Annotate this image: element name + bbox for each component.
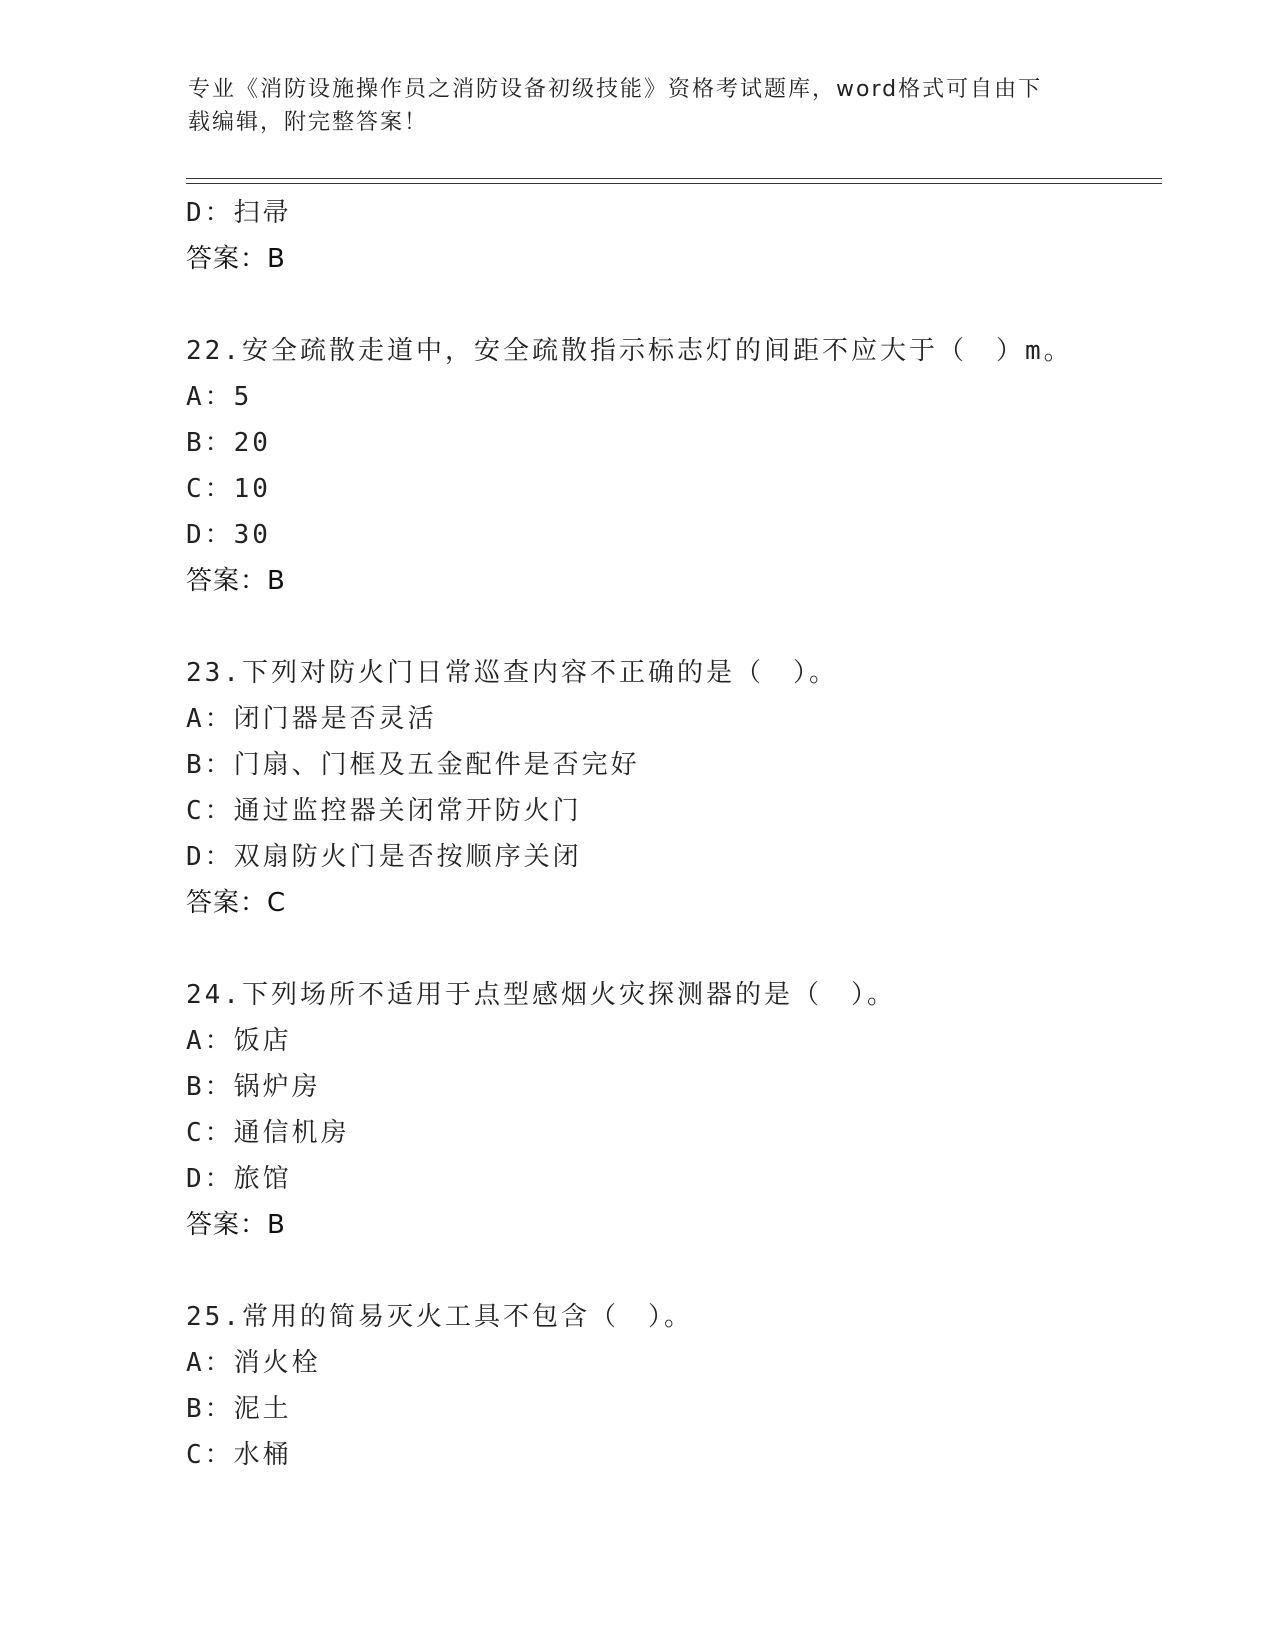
question-stem: 24.下列场所不适用于点型感烟火灾探测器的是（ ）。 [186, 980, 896, 1010]
option-d: D：双扇防火门是否按顺序关闭 [186, 842, 582, 872]
option-b: B：20 [186, 428, 271, 458]
spacer [186, 604, 1146, 650]
header-divider-bottom [186, 183, 1162, 184]
spacer [186, 282, 1146, 328]
option-d: D：旅馆 [186, 1164, 292, 1194]
option-a: A：闭门器是否灵活 [186, 704, 437, 734]
option-d: D：30 [186, 520, 271, 550]
question-list [186, 190, 1146, 1478]
question-24 [186, 972, 1146, 1248]
answer: 答案：B [186, 1210, 286, 1240]
option-c: C：水桶 [186, 1440, 292, 1470]
option-b: B：门扇、门框及五金配件是否完好 [186, 750, 640, 780]
spacer [186, 926, 1146, 972]
question-stem: 25.常用的简易灭火工具不包含（ ）。 [186, 1302, 693, 1332]
option-b: B：泥土 [186, 1394, 292, 1424]
question-stem: 23.下列对防火门日常巡查内容不正确的是（ ）。 [186, 658, 838, 688]
header-line-2: 载编辑，附完整答案！ [188, 110, 429, 135]
question-23 [186, 650, 1146, 926]
answer: 答案：B [186, 566, 286, 596]
spacer [186, 1248, 1146, 1294]
question-22 [186, 328, 1146, 604]
header-divider-top [186, 178, 1162, 179]
answer: 答案：C [186, 888, 287, 918]
option-c: C：通过监控器关闭常开防火门 [186, 796, 582, 826]
option-b: B：锅炉房 [186, 1072, 321, 1102]
option-a: A：消火栓 [186, 1348, 321, 1378]
option-a: A：饭店 [186, 1026, 292, 1056]
question-stem: 22.安全疏散走道中，安全疏散指示标志灯的间距不应大于（ ）m。 [186, 336, 1073, 366]
answer: 答案：B [186, 244, 286, 274]
option-a: A：5 [186, 382, 253, 412]
question-25 [186, 1294, 1146, 1478]
option-c: C：10 [186, 474, 271, 504]
header-line-1: 专业《消防设施操作员之消防设备初级技能》资格考试题库，word格式可自由下 [188, 77, 1043, 102]
option-c: C：通信机房 [186, 1118, 350, 1148]
document-header [188, 73, 1078, 139]
option-d: D：扫帚 [186, 198, 292, 228]
